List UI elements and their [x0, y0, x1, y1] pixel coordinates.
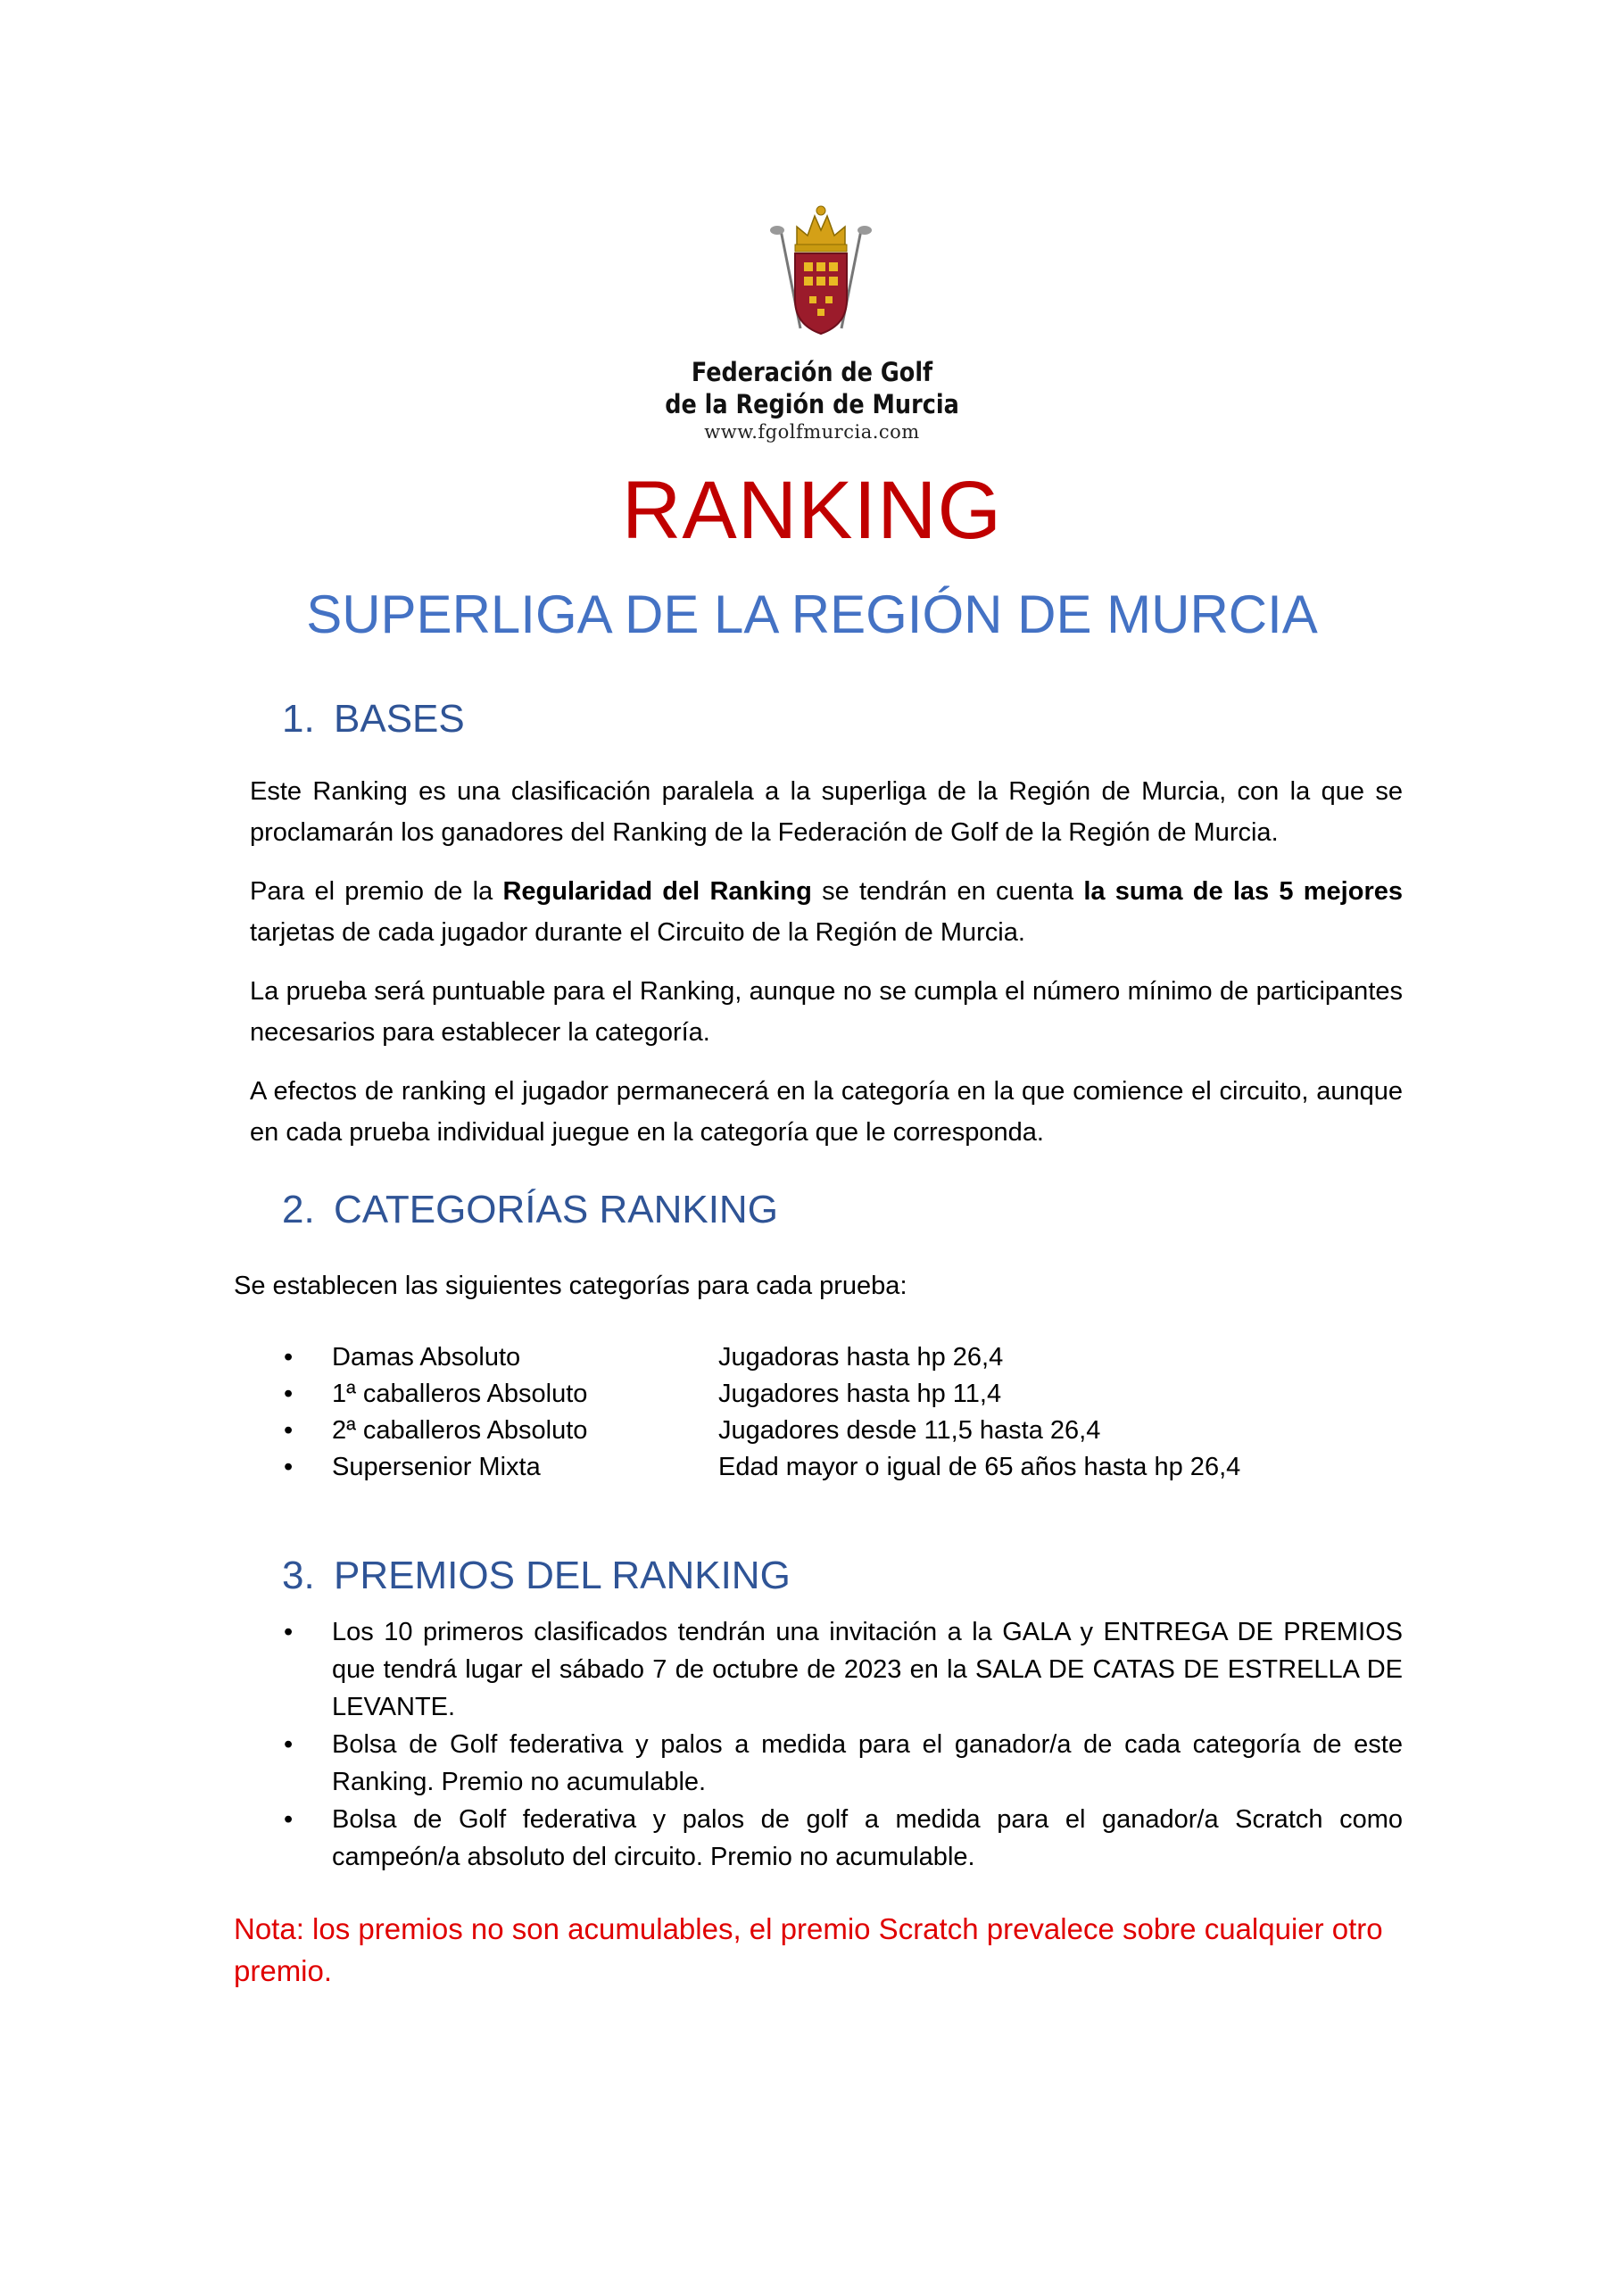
section-number: 3. [282, 1554, 315, 1597]
bases-paragraph-2 [250, 871, 1403, 953]
category-name: Damas Absoluto [332, 1343, 521, 1372]
category-row [250, 1448, 1403, 1486]
category-description: Jugadores hasta hp 11,4 [718, 1380, 1002, 1408]
bases-paragraph-3: La prueba será puntuable para el Ranking, aunque no se cumpla el número mínimo de participantes necesarios para establecer la categoría. [250, 977, 1403, 1047]
text-segment: se tendrán en cuenta [811, 877, 1084, 906]
organization-name-line2: de la Región de Murcia [665, 389, 959, 419]
category-row [250, 1412, 1403, 1449]
bold-text: la suma de las 5 mejores [1083, 877, 1403, 906]
bullet: • [284, 1380, 294, 1408]
category-description: Jugadores desde 11,5 hasta 26,4 [718, 1416, 1101, 1445]
category-name: 2ª caballeros Absoluto [332, 1416, 588, 1445]
bullet: • [284, 1453, 294, 1481]
category-row [250, 1375, 1403, 1413]
bases-paragraph-4: A efectos de ranking el jugador permanecerá en la categoría en la que comience el circuito, aunque en cada prueba individual juegue en la categoría que le corresponda. [250, 1077, 1403, 1147]
bold-text: Regularidad del Ranking [502, 877, 812, 906]
section-number: 1. [282, 697, 315, 741]
bullet: • [284, 1805, 294, 1834]
categorias-intro: Se establecen las siguientes categorías para cada prueba: [234, 1272, 907, 1300]
section-title: BASES [334, 697, 465, 741]
bullet: • [284, 1343, 294, 1372]
prize-text: Bolsa de Golf federativa y palos a medida para el ganador/a de cada categoría de este Ranking. Premio no acumulable. [332, 1730, 1403, 1796]
section-title: PREMIOS DEL RANKING [334, 1554, 791, 1597]
federation-crest-icon [763, 203, 879, 337]
section-heading-categorias [282, 1189, 778, 1231]
organization-website: www.fgolfmurcia.com [704, 421, 920, 443]
bullet: • [284, 1618, 294, 1646]
category-name: 1ª caballeros Absoluto [332, 1380, 588, 1408]
bases-paragraph-1: Este Ranking es una clasificación paralela a la superliga de la Región de Murcia, con la que se proclamarán los ganadores del Ranking de la Federación de Golf de la Región de Murcia. [250, 777, 1403, 847]
bullet: • [284, 1730, 294, 1759]
page-subtitle: SUPERLIGA DE LA REGIÓN DE MURCIA [306, 584, 1318, 644]
bullet: • [284, 1416, 294, 1445]
organization-name-line1: Federación de Golf [691, 357, 933, 387]
section-heading-premios [282, 1554, 791, 1597]
prize-text: Los 10 primeros clasificados tendrán una invitación a la GALA y ENTREGA DE PREMIOS que tendrá lugar el sábado 7 de octubre de 2023 en la SALA DE CATAS DE ESTRELLA DE LEVANTE. [332, 1618, 1403, 1721]
page-title: RANKING [621, 465, 1003, 556]
section-title: CATEGORÍAS RANKING [334, 1188, 778, 1231]
text-segment: Para el premio de la [250, 877, 503, 906]
prize-note: Nota: los premios no son acumulables, el premio Scratch prevalece sobre cualquier otro premio. [234, 1912, 1383, 1987]
section-heading-bases [282, 698, 465, 741]
category-description: Edad mayor o igual de 65 años hasta hp 26,4 [718, 1453, 1241, 1481]
text-segment: tarjetas de cada jugador durante el Circuito de la Región de Murcia. [250, 918, 1025, 947]
prize-text: Bolsa de Golf federativa y palos de golf a medida para el ganador/a Scratch como campeón/a absoluto del circuito. Premio no acumulable. [332, 1805, 1403, 1871]
section-number: 2. [282, 1188, 315, 1231]
category-name: Supersenior Mixta [332, 1453, 541, 1481]
category-row [250, 1339, 1403, 1376]
category-description: Jugadoras hasta hp 26,4 [718, 1343, 1004, 1372]
